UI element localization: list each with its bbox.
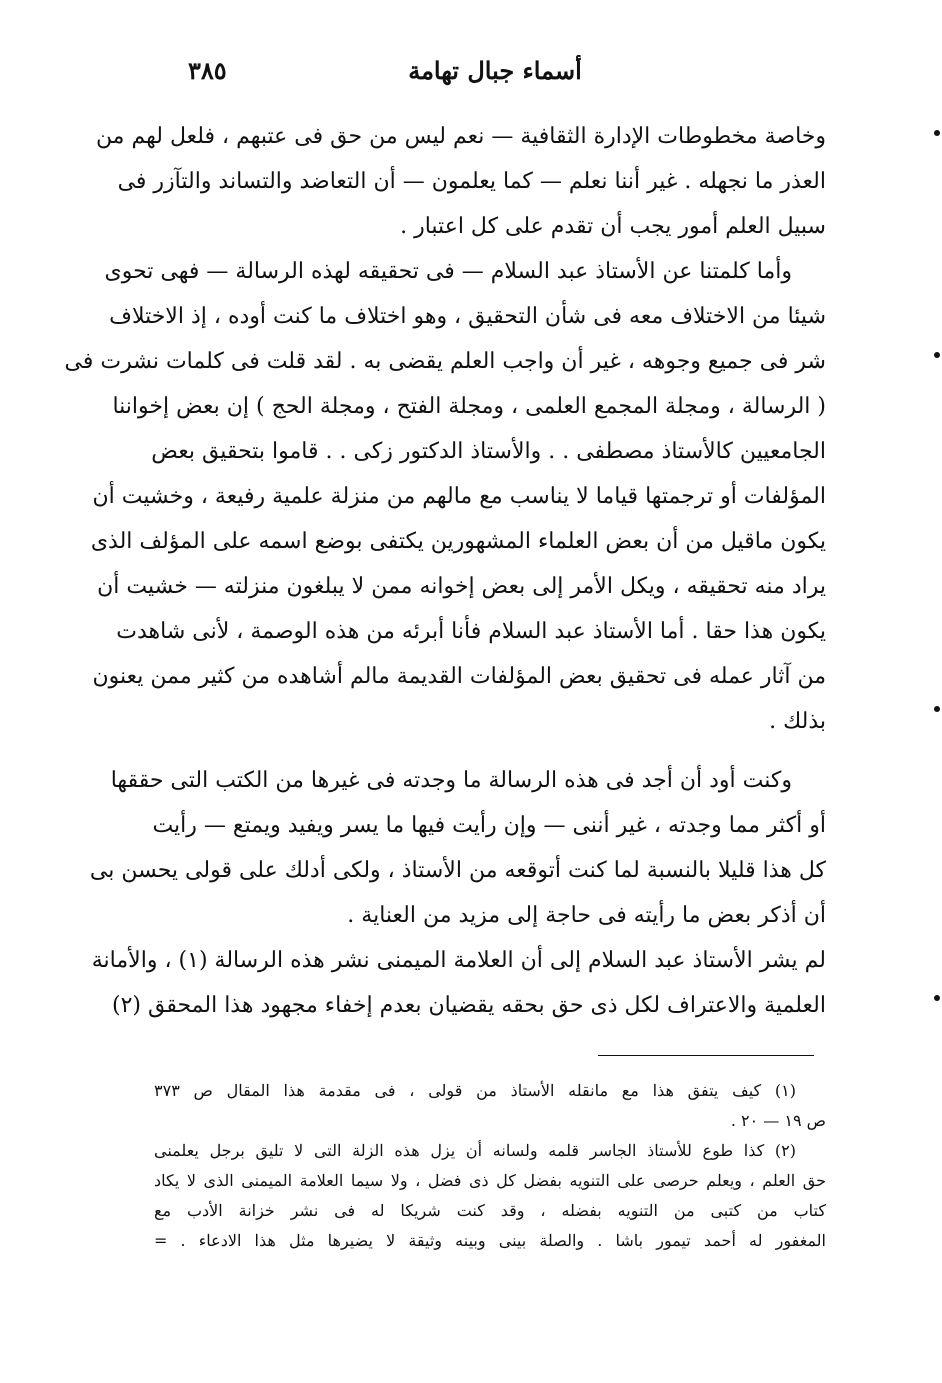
page-header — [170, 52, 820, 92]
footnotes — [154, 1076, 826, 1256]
text-line: العلمية والاعتراف لكل ذى حق بحقه يقضيان بعدم إخفاء مجهود هذا المحقق (٢) — [111, 993, 826, 1018]
text-line: العذر ما نجهله . غير أننا نعلم — كما يعلمون — أن التعاضد والتساند والتآزر فى — [117, 169, 826, 194]
running-title: أسماء جبال تهامة — [408, 56, 582, 85]
text-line: يكون ماقيل من أن بعض العلماء المشهورين يكتفى بوضع اسمه على المؤلف الذى — [90, 529, 826, 554]
text-line: كل هذا قليلا بالنسبة لما كنت أتوقعه من الأستاذ ، ولكى أدلك على قولى يحسن بى — [89, 858, 826, 883]
page-number: ٣٨٥ — [188, 56, 227, 85]
footnote-line: (٢) كذا طوع للأستاذ الجاسر قلمه ولسانه أن يزل هذه الزلة التى لا تليق برجل يعلمنى — [154, 1141, 796, 1160]
text-line: المؤلفات أو ترجمتها قياما لا يناسب مع مالهم من منزلة علمية رفيعة ، وخشيت أن — [92, 484, 826, 509]
margin-mark — [934, 352, 940, 358]
paragraph-1 — [95, 114, 826, 249]
text-line: يراد منه تحقيقه ، ويكل الأمر إلى بعض إخوانه ممن لا يبلغون منزلته — خشيت أن — [97, 574, 826, 599]
footnote-line: ص ١٩ — ٢٠ . — [730, 1111, 826, 1130]
footnote-line: كتاب من كتبى من التنويه بفضله ، وقد كنت شريكا له فى نشر خزانة الأدب مع — [154, 1201, 827, 1220]
main-text — [64, 114, 826, 1028]
footnote-line: المغفور له أحمد تيمور باشا . والصلة بينى وبينه وثيقة لا يضيرها مثل هذا الادعاء . = — [154, 1231, 826, 1250]
footnote-line: حق العلم ، ويعلم حرصى على التنويه بفضل كل ذى فضل ، ولا سيما العلامة الميمنى الذى لا يكاد — [154, 1171, 826, 1190]
text-line: بذلك . — [769, 709, 826, 734]
margin-mark — [934, 995, 940, 1001]
text-line: ( الرسالة ، ومجلة المجمع العلمى ، ومجلة الفتح ، ومجلة الحج ) إن بعض إخواننا — [112, 394, 826, 419]
paragraph-3 — [89, 758, 826, 938]
text-line: الجامعيين كالأستاذ مصطفى . . والأستاذ الدكتور زكى . . قاموا بتحقيق بعض — [151, 439, 826, 464]
text-line: من آثار عمله فى تحقيق بعض المؤلفات القديمة مالم أشاهده من كثير ممن يعنون — [92, 664, 826, 689]
footnote-line: (١) كيف يتفق هذا مع مانقله الأستاذ من قولى ، فى مقدمة هذا المقال ص ٣٧٣ — [154, 1081, 796, 1100]
text-line: شر فى جميع وجوهه ، غير أن واجب العلم يقضى به . لقد قلت فى كلمات نشرت فى — [64, 349, 826, 374]
text-line: وكنت أود أن أجد فى هذه الرسالة ما وجدته فى غيرها من الكتب التى حققها — [110, 768, 792, 793]
text-line: يكون هذا حقا . أما الأستاذ عبد السلام فأنا أبرئه من هذه الوصمة ، لأنى شاهدت — [116, 619, 826, 644]
text-line: أن أذكر بعض ما رأيته فى حاجة إلى مزيد من العناية . — [347, 903, 826, 928]
text-line: سبيل العلم أمور يجب أن تقدم على كل اعتبار . — [400, 214, 826, 239]
paragraph-4 — [91, 938, 826, 1028]
paragraph-2 — [64, 249, 826, 744]
footnote-divider — [598, 1055, 814, 1056]
text-line: وخاصة مخطوطات الإدارة الثقافية — نعم ليس من حق فى عتبهم ، فلعل لهم من — [95, 124, 826, 149]
margin-mark — [934, 130, 940, 136]
margin-mark — [934, 706, 940, 712]
text-line: شيئا من الاختلاف معه فى شأن التحقيق ، وهو اختلاف ما كنت أوده ، إذ الاختلاف — [109, 304, 826, 329]
footnote-2 — [154, 1136, 826, 1256]
text-line: لم يشر الأستاذ عبد السلام إلى أن العلامة الميمنى نشر هذه الرسالة (١) ، والأمانة — [91, 948, 826, 973]
text-line: أو أكثر مما وجدته ، غير أننى — وإن رأيت فيها ما يسر ويفيد ويمتع — رأيت — [152, 813, 826, 838]
text-line: وأما كلمتنا عن الأستاذ عبد السلام — فى تحقيقه لهذه الرسالة — فهى تحوى — [104, 259, 792, 284]
paragraph-gap — [154, 744, 826, 758]
footnote-1 — [154, 1076, 826, 1136]
